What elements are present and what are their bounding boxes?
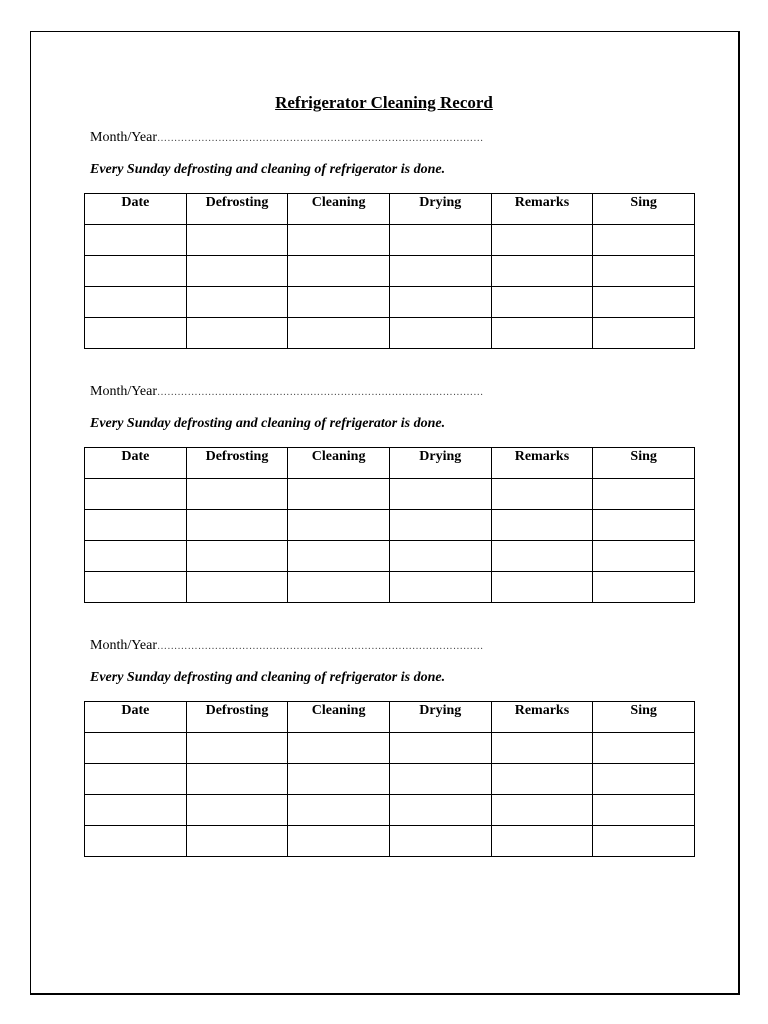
table-cell[interactable] <box>186 826 288 857</box>
document-title: Refrigerator Cleaning Record <box>275 93 493 112</box>
table-row <box>85 541 695 572</box>
table-cell[interactable] <box>491 541 593 572</box>
table-cell[interactable] <box>389 318 491 349</box>
column-header-date: Date <box>85 702 187 733</box>
table-cell[interactable] <box>389 479 491 510</box>
column-header-remarks: Remarks <box>491 448 593 479</box>
table-cell[interactable] <box>491 572 593 603</box>
table-cell[interactable] <box>85 479 187 510</box>
column-header-defrosting: Defrosting <box>186 448 288 479</box>
column-header-sing: Sing <box>593 194 695 225</box>
table-row <box>85 510 695 541</box>
table-row <box>85 764 695 795</box>
table-row <box>85 256 695 287</box>
table-cell[interactable] <box>389 510 491 541</box>
table-cell[interactable] <box>593 256 695 287</box>
table-row <box>85 733 695 764</box>
table-row <box>85 795 695 826</box>
table-cell[interactable] <box>389 764 491 795</box>
table-cell[interactable] <box>288 318 390 349</box>
table-cell[interactable] <box>288 733 390 764</box>
table-cell[interactable] <box>288 826 390 857</box>
table-cell[interactable] <box>593 572 695 603</box>
table-cell[interactable] <box>593 795 695 826</box>
table-row <box>85 318 695 349</box>
table-cell[interactable] <box>186 795 288 826</box>
month-year-line <box>90 383 483 402</box>
column-header-defrosting: Defrosting <box>186 702 288 733</box>
table-cell[interactable] <box>593 479 695 510</box>
table-cell[interactable] <box>288 795 390 826</box>
table-cell[interactable] <box>491 256 593 287</box>
table-cell[interactable] <box>491 287 593 318</box>
table-row <box>85 826 695 857</box>
column-header-cleaning: Cleaning <box>288 448 390 479</box>
table-cell[interactable] <box>85 795 187 826</box>
table-cell[interactable] <box>593 510 695 541</box>
table-cell[interactable] <box>389 826 491 857</box>
table-header-row <box>85 702 695 733</box>
table-header-row <box>85 194 695 225</box>
table-cell[interactable] <box>491 795 593 826</box>
table-cell[interactable] <box>186 572 288 603</box>
instruction-text: Every Sunday defrosting and cleaning of refrigerator is done. <box>90 162 446 177</box>
column-header-drying: Drying <box>389 194 491 225</box>
table-cell[interactable] <box>85 733 187 764</box>
month-year-blank[interactable]: …………………………………………………………………………………… <box>157 387 484 398</box>
table-cell[interactable] <box>288 256 390 287</box>
table-cell[interactable] <box>186 287 288 318</box>
table-cell[interactable] <box>186 225 288 256</box>
table-cell[interactable] <box>288 572 390 603</box>
column-header-date: Date <box>85 194 187 225</box>
month-year-label: Month/Year <box>90 130 158 145</box>
table-cell[interactable] <box>389 287 491 318</box>
column-header-date: Date <box>85 448 187 479</box>
month-year-label: Month/Year <box>90 638 158 653</box>
month-year-blank[interactable]: …………………………………………………………………………………… <box>157 133 484 144</box>
table-cell[interactable] <box>491 826 593 857</box>
cleaning-record-table <box>84 447 695 603</box>
table-cell[interactable] <box>288 764 390 795</box>
column-header-drying: Drying <box>389 448 491 479</box>
table-cell[interactable] <box>389 225 491 256</box>
table-cell[interactable] <box>288 479 390 510</box>
month-year-blank[interactable]: …………………………………………………………………………………… <box>157 641 484 652</box>
table-cell[interactable] <box>85 510 187 541</box>
table-cell[interactable] <box>288 510 390 541</box>
column-header-remarks: Remarks <box>491 194 593 225</box>
table-cell[interactable] <box>85 764 187 795</box>
table-cell[interactable] <box>85 318 187 349</box>
table-cell[interactable] <box>593 287 695 318</box>
column-header-cleaning: Cleaning <box>288 702 390 733</box>
table-cell[interactable] <box>186 541 288 572</box>
table-cell[interactable] <box>389 541 491 572</box>
table-cell[interactable] <box>186 479 288 510</box>
table-cell[interactable] <box>85 225 187 256</box>
table-row <box>85 225 695 256</box>
column-header-drying: Drying <box>389 702 491 733</box>
column-header-remarks: Remarks <box>491 702 593 733</box>
table-cell[interactable] <box>186 510 288 541</box>
table-cell[interactable] <box>85 572 187 603</box>
table-row <box>85 479 695 510</box>
table-cell[interactable] <box>491 510 593 541</box>
column-header-defrosting: Defrosting <box>186 194 288 225</box>
cleaning-record-table <box>84 193 695 349</box>
table-cell[interactable] <box>593 318 695 349</box>
instruction-text: Every Sunday defrosting and cleaning of refrigerator is done. <box>90 670 446 685</box>
table-cell[interactable] <box>288 287 390 318</box>
table-cell[interactable] <box>85 256 187 287</box>
column-header-sing: Sing <box>593 448 695 479</box>
month-year-line <box>90 637 483 656</box>
table-cell[interactable] <box>389 572 491 603</box>
table-cell[interactable] <box>186 318 288 349</box>
table-cell[interactable] <box>491 318 593 349</box>
cleaning-record-table <box>84 701 695 857</box>
table-cell[interactable] <box>85 287 187 318</box>
table-row <box>85 287 695 318</box>
month-year-line <box>90 129 483 148</box>
table-cell[interactable] <box>593 764 695 795</box>
column-header-sing: Sing <box>593 702 695 733</box>
table-row <box>85 572 695 603</box>
table-cell[interactable] <box>389 733 491 764</box>
table-header-row <box>85 448 695 479</box>
instruction-text: Every Sunday defrosting and cleaning of refrigerator is done. <box>90 416 446 431</box>
table-cell[interactable] <box>593 225 695 256</box>
table-cell[interactable] <box>491 764 593 795</box>
table-cell[interactable] <box>288 225 390 256</box>
column-header-cleaning: Cleaning <box>288 194 390 225</box>
table-cell[interactable] <box>491 733 593 764</box>
table-cell[interactable] <box>593 733 695 764</box>
table-cell[interactable] <box>186 256 288 287</box>
table-cell[interactable] <box>389 256 491 287</box>
table-cell[interactable] <box>389 795 491 826</box>
table-cell[interactable] <box>186 764 288 795</box>
table-cell[interactable] <box>186 733 288 764</box>
table-cell[interactable] <box>593 826 695 857</box>
table-cell[interactable] <box>491 479 593 510</box>
table-cell[interactable] <box>593 541 695 572</box>
table-cell[interactable] <box>85 541 187 572</box>
month-year-label: Month/Year <box>90 384 158 399</box>
table-cell[interactable] <box>491 225 593 256</box>
table-cell[interactable] <box>288 541 390 572</box>
table-cell[interactable] <box>85 826 187 857</box>
